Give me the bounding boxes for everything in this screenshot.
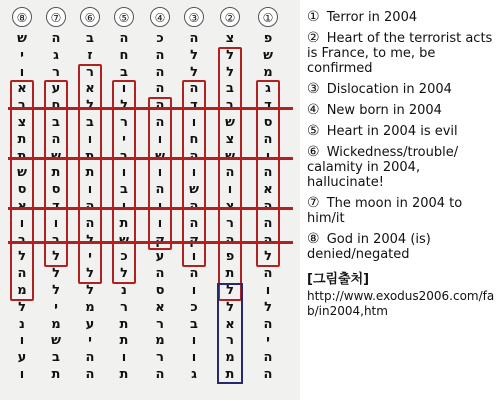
grid-letter: ל (52, 249, 60, 265)
legend-text: New born in 2004 (326, 103, 442, 118)
grid-letter: ס (155, 283, 165, 298)
grid-letter: ד (264, 98, 272, 114)
grid-letter: ל (190, 64, 198, 80)
grid-letter: ת (119, 367, 129, 382)
grid-letter: ל (190, 47, 198, 63)
grid-letter: ת (119, 215, 129, 231)
grid-letter: ו (121, 165, 127, 181)
grid-letter: ה (85, 367, 95, 382)
grid-letter: ש (225, 148, 235, 164)
grid-letter: ש (17, 165, 27, 181)
grid-letter: ל (52, 266, 60, 282)
highlight-column-8 (10, 80, 34, 300)
legend (307, 10, 497, 319)
grid-letter: ו (121, 199, 127, 214)
grid-letter: א (225, 316, 235, 332)
column-header-1: ① (258, 7, 278, 27)
grid-letter: ו (157, 165, 163, 181)
legend-text: Heart in 2004 is evil (326, 124, 458, 139)
grid-letter: ת (85, 165, 95, 181)
column-header-2: ② (220, 7, 240, 27)
grid-letter: ב (18, 98, 26, 114)
grid-letter: ש (17, 31, 27, 46)
column-header-7: ⑦ (46, 7, 66, 27)
grid-letter: א (85, 81, 95, 97)
grid-letter: ה (85, 350, 95, 366)
grid-letter: י (88, 249, 92, 265)
grid-letter: ח (51, 98, 61, 114)
grid-letter: ל (120, 266, 128, 282)
grid-letter: ב (120, 64, 128, 80)
grid-letter: צ (225, 131, 235, 147)
grid-letter: ג (265, 81, 271, 97)
highlight-row-bar (8, 241, 293, 244)
column-header-4: ④ (150, 7, 170, 27)
column-header-6: ⑥ (80, 7, 100, 27)
grid-letter: י (122, 131, 126, 147)
grid-letter: ד (52, 199, 60, 214)
column-header-3: ③ (184, 7, 204, 27)
legend-num: ② (307, 30, 320, 46)
source-url[interactable]: http://www.exodus2006.com/fab/in2004,htm (307, 289, 495, 318)
grid-letter: ה (119, 31, 129, 46)
grid-letter: ו (87, 182, 93, 198)
grid-letter: ת (51, 165, 61, 181)
legend-item-4 (307, 103, 497, 118)
grid-letter: ע (155, 249, 165, 265)
grid-letter: ר (120, 299, 128, 315)
grid-letter: ו (19, 367, 25, 382)
column-header-8: ⑧ (12, 7, 32, 27)
grid-letter: ל (226, 64, 234, 80)
legend-item-1 (307, 10, 497, 25)
grid-letter: צ (17, 115, 27, 130)
legend-item-6 (307, 145, 497, 190)
grid-letter: ל (86, 232, 94, 248)
legend-num: ④ (307, 102, 320, 118)
grid-letter: ה (189, 266, 199, 282)
grid-letter: ז (87, 47, 93, 63)
grid-letter: ב (120, 148, 128, 164)
grid-letter: ה (263, 232, 273, 248)
grid-letter: ר (156, 350, 164, 366)
grid-letter: ה (263, 367, 273, 382)
grid-letter: ל (18, 249, 26, 265)
grid-letter: מ (263, 64, 273, 80)
grid-letter: ב (52, 232, 60, 248)
grid-letter: ה (189, 215, 199, 231)
grid-letter: ב (226, 98, 234, 114)
grid-letter: ו (157, 131, 163, 147)
legend-text: The moon in 2004 to him/it (307, 196, 463, 226)
grid-letter: ו (191, 249, 197, 265)
grid-letter: י (88, 333, 92, 349)
grid-letter: ה (155, 182, 165, 198)
grid-letter: ל (18, 299, 26, 315)
grid-letter: ו (191, 115, 197, 130)
grid-letter: ד (190, 98, 198, 114)
grid-letter: ע (85, 316, 95, 332)
grid-letter: ה (85, 215, 95, 231)
grid-letter: ר (52, 64, 60, 80)
grid-letter: ו (191, 333, 197, 349)
grid-letter: י (158, 199, 162, 214)
grid-letter: ה (263, 266, 273, 282)
grid-letter: ה (85, 199, 95, 214)
grid-letter: מ (225, 350, 235, 366)
grid-letter: א (17, 199, 27, 214)
grid-letter: ה (155, 367, 165, 382)
grid-letter: ח (119, 47, 129, 63)
grid-letter: ר (156, 316, 164, 332)
grid-letter: ה (189, 81, 199, 97)
grid-letter: א (263, 182, 273, 198)
highlight-column-2 (218, 47, 242, 301)
grid-letter: ת (17, 148, 27, 164)
grid-letter: ה (155, 266, 165, 282)
grid-letter: ה (263, 165, 273, 181)
grid-letter: ה (225, 232, 235, 248)
grid-letter: ל (226, 47, 234, 63)
grid-letter: ה (155, 98, 165, 114)
legend-text: Heart of the terrorist acts is France, to me, be confirmed (307, 31, 493, 76)
grid-letter: ת (17, 131, 27, 147)
legend-num: ① (307, 9, 320, 25)
column-header-5: ⑤ (114, 7, 134, 27)
grid-letter: פ (263, 31, 273, 46)
grid-letter: ש (189, 182, 199, 198)
grid-letter: ל (86, 266, 94, 282)
grid-letter: ה (263, 350, 273, 366)
grid-letter: ה (155, 115, 165, 130)
grid-letter: א (17, 81, 27, 97)
grid-letter: ל (226, 283, 234, 298)
grid-letter: ו (265, 148, 271, 164)
source-label: [그림출처] (307, 272, 370, 287)
grid-letter: א (155, 299, 165, 315)
grid-letter: ר (120, 115, 128, 130)
grid-letter: ת (51, 367, 61, 382)
grid-letter: ו (19, 64, 25, 80)
grid-letter: ו (19, 333, 25, 349)
grid-letter: ו (191, 283, 197, 298)
grid-letter: ה (263, 215, 273, 231)
grid-letter: ש (225, 115, 235, 130)
grid-letter: ו (53, 215, 59, 231)
grid-letter: ה (51, 131, 61, 147)
legend-item-5 (307, 124, 497, 139)
grid-letter: כ (190, 299, 198, 315)
grid-letter: ו (227, 182, 233, 198)
grid-letter: ח (189, 131, 199, 147)
grid-letter: ל (264, 299, 272, 315)
grid-letter: ו (265, 283, 271, 298)
grid-letter: צ (225, 199, 235, 214)
grid-letter: ל (86, 98, 94, 114)
grid-letter: ה (263, 316, 273, 332)
grid-letter: ה (155, 81, 165, 97)
legend-text: Terror in 2004 (326, 10, 418, 25)
highlight-column-4 (148, 97, 172, 250)
grid-letter: ה (263, 199, 273, 214)
grid-letter: ל (226, 299, 234, 315)
grid-letter: ר (86, 64, 94, 80)
grid-letter: ת (85, 148, 95, 164)
grid-letter: ב (86, 115, 94, 130)
legend-num: ⑧ (307, 231, 320, 247)
grid-letter: ש (119, 232, 129, 248)
highlight-column-5 (112, 80, 136, 284)
legend-text: Dislocation in 2004 (326, 82, 452, 97)
grid-letter: ר (226, 333, 234, 349)
grid-letter: ת (119, 333, 129, 349)
grid-letter: ה (189, 199, 199, 214)
grid-letter: ל (52, 283, 60, 298)
highlight-box-blue (217, 283, 243, 384)
grid-letter: ש (51, 148, 61, 164)
grid-letter: ב (190, 316, 198, 332)
grid-letter: ג (191, 367, 197, 382)
grid-letter: ה (155, 64, 165, 80)
grid-letter: ל (120, 98, 128, 114)
grid-letter: כ (156, 31, 164, 46)
grid-letter: י (54, 299, 58, 315)
grid-letter: מ (155, 333, 165, 349)
grid-letter: ר (226, 215, 234, 231)
grid-letter: י (20, 47, 24, 63)
grid-letter: ס (17, 182, 27, 198)
highlight-row-bar (8, 157, 293, 160)
grid-letter: ה (155, 47, 165, 63)
grid-letter: ס (51, 182, 61, 198)
legend-num: ⑤ (307, 123, 320, 139)
legend-item-3 (307, 82, 497, 97)
grid-letter: ו (121, 350, 127, 366)
grid-letter: ל (86, 283, 94, 298)
grid-letter: ה (17, 266, 27, 282)
grid-letter: נ (121, 283, 127, 298)
legend-num: ⑥ (307, 144, 320, 160)
grid-letter: ה (51, 31, 61, 46)
grid-letter: ש (155, 148, 165, 164)
legend-item-7 (307, 196, 497, 226)
legend-text: Wickedness/trouble/ calamity in 2004, hallucinate! (307, 145, 459, 190)
legend-num: ⑦ (307, 195, 320, 211)
grid-letter: כ (120, 249, 128, 265)
grid-letter: ב (86, 31, 94, 46)
grid-letter: ו (191, 165, 197, 181)
highlight-row-bar (8, 207, 293, 210)
grid-letter: מ (17, 283, 27, 298)
grid-letter: צ (225, 31, 235, 46)
grid-letter: ס (263, 115, 273, 130)
grid-letter: ב (120, 182, 128, 198)
grid-letter: ו (19, 215, 25, 231)
grid-letter: ע (17, 350, 27, 366)
grid-letter: ש (51, 333, 61, 349)
grid-letter: ת (225, 266, 235, 282)
grid-letter: ה (263, 131, 273, 147)
grid-letter: ל (264, 249, 272, 265)
legend-num: ③ (307, 81, 320, 97)
highlight-row-bar (8, 107, 293, 110)
grid-letter: ש (263, 47, 273, 63)
grid-letter: ג (53, 47, 59, 63)
grid-letter: נ (19, 316, 25, 332)
grid-letter: ב (52, 115, 60, 130)
grid-letter: ו (121, 81, 127, 97)
grid-letter: מ (51, 316, 61, 332)
grid-letter: ו (191, 350, 197, 366)
grid-letter: ו (157, 215, 163, 231)
grid-letter: ה (189, 148, 199, 164)
grid-letter: ב (226, 81, 234, 97)
grid-letter: ק (189, 232, 199, 248)
grid-letter: ו (87, 131, 93, 147)
highlight-column-6 (78, 64, 102, 284)
grid-letter: ה (189, 31, 199, 46)
grid-letter: ת (225, 367, 235, 382)
grid-letter: פ (225, 249, 235, 265)
grid-letter: ב (18, 232, 26, 248)
grid-letter: ב (52, 350, 60, 366)
legend-item-2 (307, 31, 497, 76)
grid-letter: ע (51, 81, 61, 97)
legend-item-8 (307, 232, 497, 262)
legend-text: God in 2004 (is) denied/negated (307, 232, 431, 262)
grid-letter: ת (119, 316, 129, 332)
grid-letter: י (266, 333, 270, 349)
grid-letter: מ (85, 299, 95, 315)
grid-letter: ה (225, 165, 235, 181)
grid-letter: ק (155, 232, 165, 248)
